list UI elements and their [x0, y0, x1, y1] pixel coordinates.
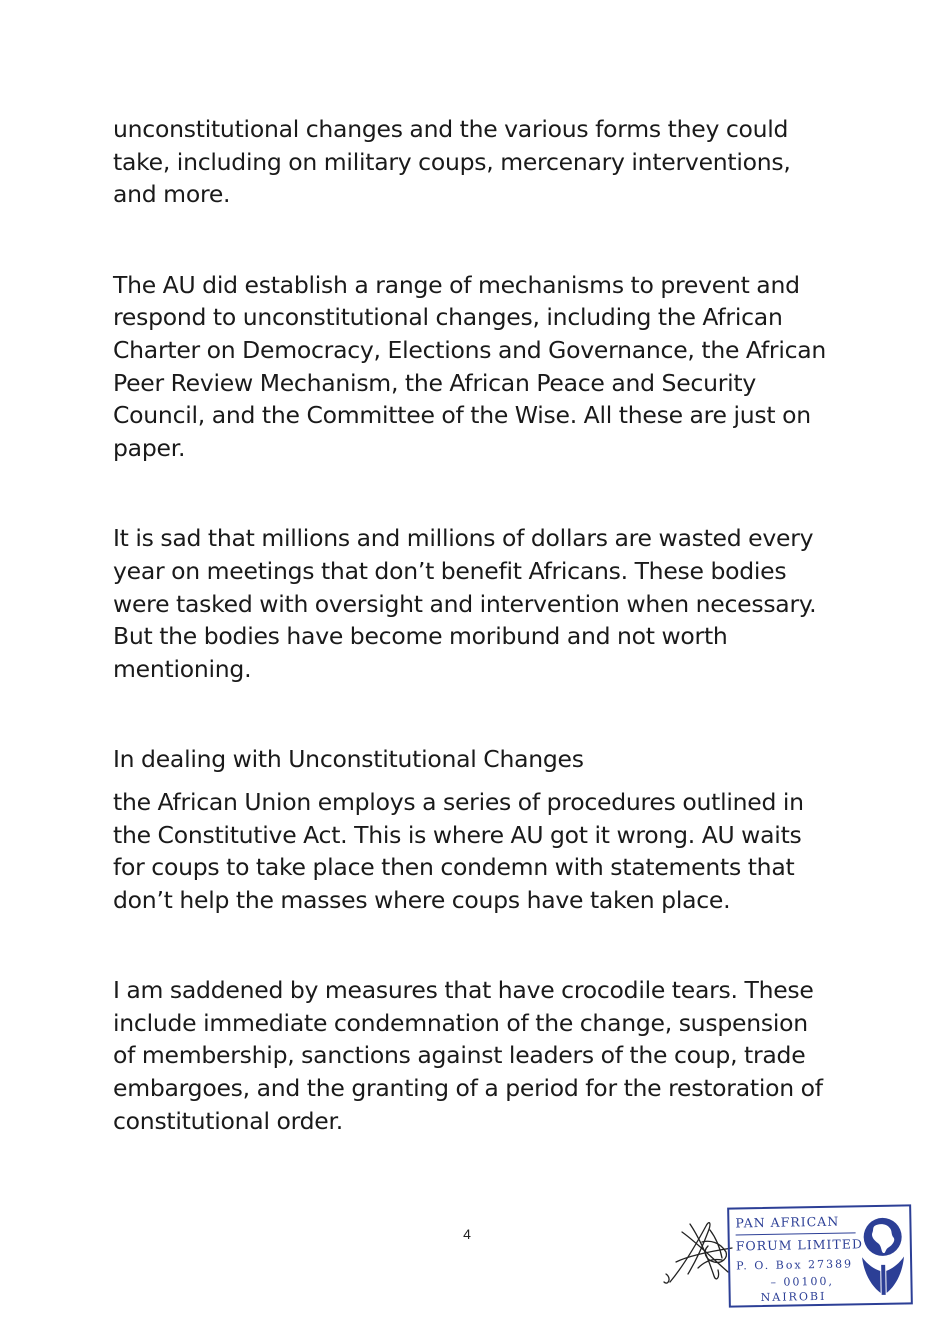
paragraph: unconstitutional changes and the various forms they could take, including on military coups, mercenary interventions, and more. [113, 115, 791, 209]
paragraph: I am saddened by measures that have crocodile tears. These include immediate condemnation of the change, suspension of membership, sanctions against leaders of the coup, trade embargoes, and the granting of a period for the restoration of constitutional order. [113, 976, 823, 1135]
paragraph: The AU did establish a range of mechanisms to prevent and respond to unconstitutional changes, including the African Charter on Democracy, Elections and Governance, the African Peer Review Mechanism, the African Peace and Security Council, and the Committee of the Wise. All these are just on paper. [113, 270, 827, 462]
stamp-line: P. O. Box 27389 [736, 1257, 854, 1273]
stamp-line: PAN AFRICAN [735, 1213, 840, 1231]
document-body [113, 113, 833, 1137]
company-stamp [727, 1204, 913, 1307]
section-heading: In dealing with Unconstitutional Changes [113, 745, 584, 774]
stamp-line: – 00100, [770, 1274, 835, 1289]
africa-torch-logo-icon [855, 1212, 910, 1299]
page-number: 4 [463, 1226, 471, 1242]
paragraph: the African Union employs a series of procedures outlined in the Constitutive Act. This is where AU got it wrong. AU waits for coups to take place then condemn with statements that don’t help the masses where coups have taken place. [113, 787, 804, 914]
stamp-divider [736, 1232, 856, 1235]
paragraph: It is sad that millions and millions of dollars are wasted every year on meetings that don’t benefit Africans. These bodies were tasked with oversight and intervention when necessary. But the bodies have become moribund and not worth mentioning. [113, 524, 817, 683]
stamp-line: NAIROBI [760, 1289, 827, 1305]
stamp-line: FORUM LIMITED [735, 1236, 864, 1254]
